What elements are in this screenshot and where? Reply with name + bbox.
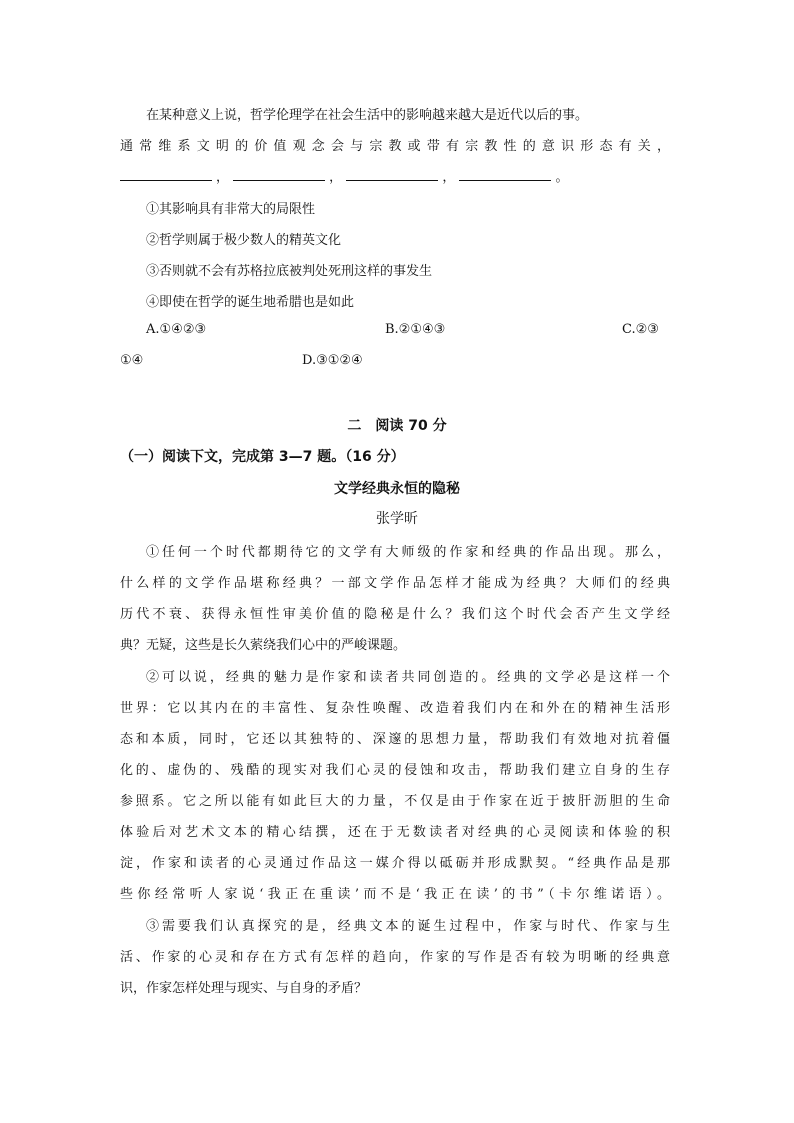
article-line: ②可以说，经典的魅力是作家和读者共同创造的。经典的文学必是这样一个: [146, 670, 670, 685]
q2-item-4: ④即使在哲学的诞生地希腊也是如此: [146, 295, 355, 310]
article-line: 什么样的文学作品堪称经典？一部文学作品怎样才能成为经典？大师们的经典: [120, 576, 670, 591]
article-line: 体验后对艺术文本的精心结撰，还在于无数读者对经典的心灵阅读和体验的积: [120, 825, 670, 840]
answer-blank-3[interactable]: [346, 170, 438, 181]
section-heading: 二 阅读 70 分: [347, 418, 447, 434]
answer-blank-2[interactable]: [233, 170, 325, 181]
article-line: 淀，作家和读者的心灵通过作品这一媒介得以砥砺并形成默契。“经典作品是那: [120, 856, 670, 871]
q2-item-3: ③否则就不会有苏格拉底被判处死刑这样的事发生: [146, 264, 433, 279]
option-a[interactable]: A.①④②③: [146, 322, 207, 337]
article-line: 历代不衰、获得永恒性审美价值的隐秘是什么？我们这个时代会否产生文学经: [120, 607, 670, 622]
article-line: ①任何一个时代都期待它的文学有大师级的作家和经典的作品出现。那么，: [146, 545, 670, 560]
article-line: 些你经常听人家说‘我正在重读’而不是‘我正在读’的书”（卡尔维诺语）。: [120, 887, 670, 902]
article-line: 识，作家怎样处理与现实、与自身的矛盾？: [120, 981, 368, 996]
article-line: 典？无疑，这些是长久萦绕我们心中的严峻课题。: [120, 638, 407, 653]
answer-blank-4[interactable]: [459, 170, 551, 181]
article-author: 张学昕: [376, 511, 418, 527]
q2-stem-line2: 通常维系文明的价值观念会与宗教或带有宗教性的意识形态有关，: [120, 139, 670, 154]
q2-item-2: ②哲学则属于极少数人的精英文化: [146, 233, 342, 248]
option-c[interactable]: C.②③: [622, 322, 659, 337]
option-d[interactable]: D.③①②④: [302, 353, 363, 368]
option-c-continued[interactable]: ①④: [120, 353, 144, 368]
article-title: 文学经典永恒的隐秘: [334, 481, 460, 497]
article-line: 活、作家的心灵和存在方式有怎样的趋向，作家的写作是否有较为明晰的经典意: [120, 950, 670, 965]
option-b[interactable]: B.②①④③: [385, 322, 446, 337]
article-line: 参照系。它之所以能有如此巨大的力量，不仅是由于作家在近于披肝沥胆的生命: [120, 794, 670, 809]
q2-item-1: ①其影响具有非常大的局限性: [146, 202, 316, 217]
article-line: ③需要我们认真探究的是，经典文本的诞生过程中，作家与时代、作家与生: [146, 919, 670, 934]
article-line: 态和本质，同时，它还以其独特的、深邃的思想力量，帮助我们有效地对抗着僵: [120, 732, 670, 747]
article-line: 世界：它以其内在的丰富性、复杂性唤醒、改造着我们内在和外在的精神生活形: [120, 701, 670, 716]
q2-blank-row: ， ， ， 。: [120, 166, 568, 185]
q2-stem-line1: 在某种意义上说，哲学伦理学在社会生活中的影响越来越大是近代以后的事。: [146, 108, 589, 123]
answer-blank-1[interactable]: [120, 170, 212, 181]
section-subheading: （一）阅读下文，完成第 3—7 题。（16 分）: [120, 449, 405, 465]
article-line: 化的、虚伪的、残酷的现实对我们心灵的侵蚀和攻击，帮助我们建立自身的生存: [120, 763, 670, 778]
